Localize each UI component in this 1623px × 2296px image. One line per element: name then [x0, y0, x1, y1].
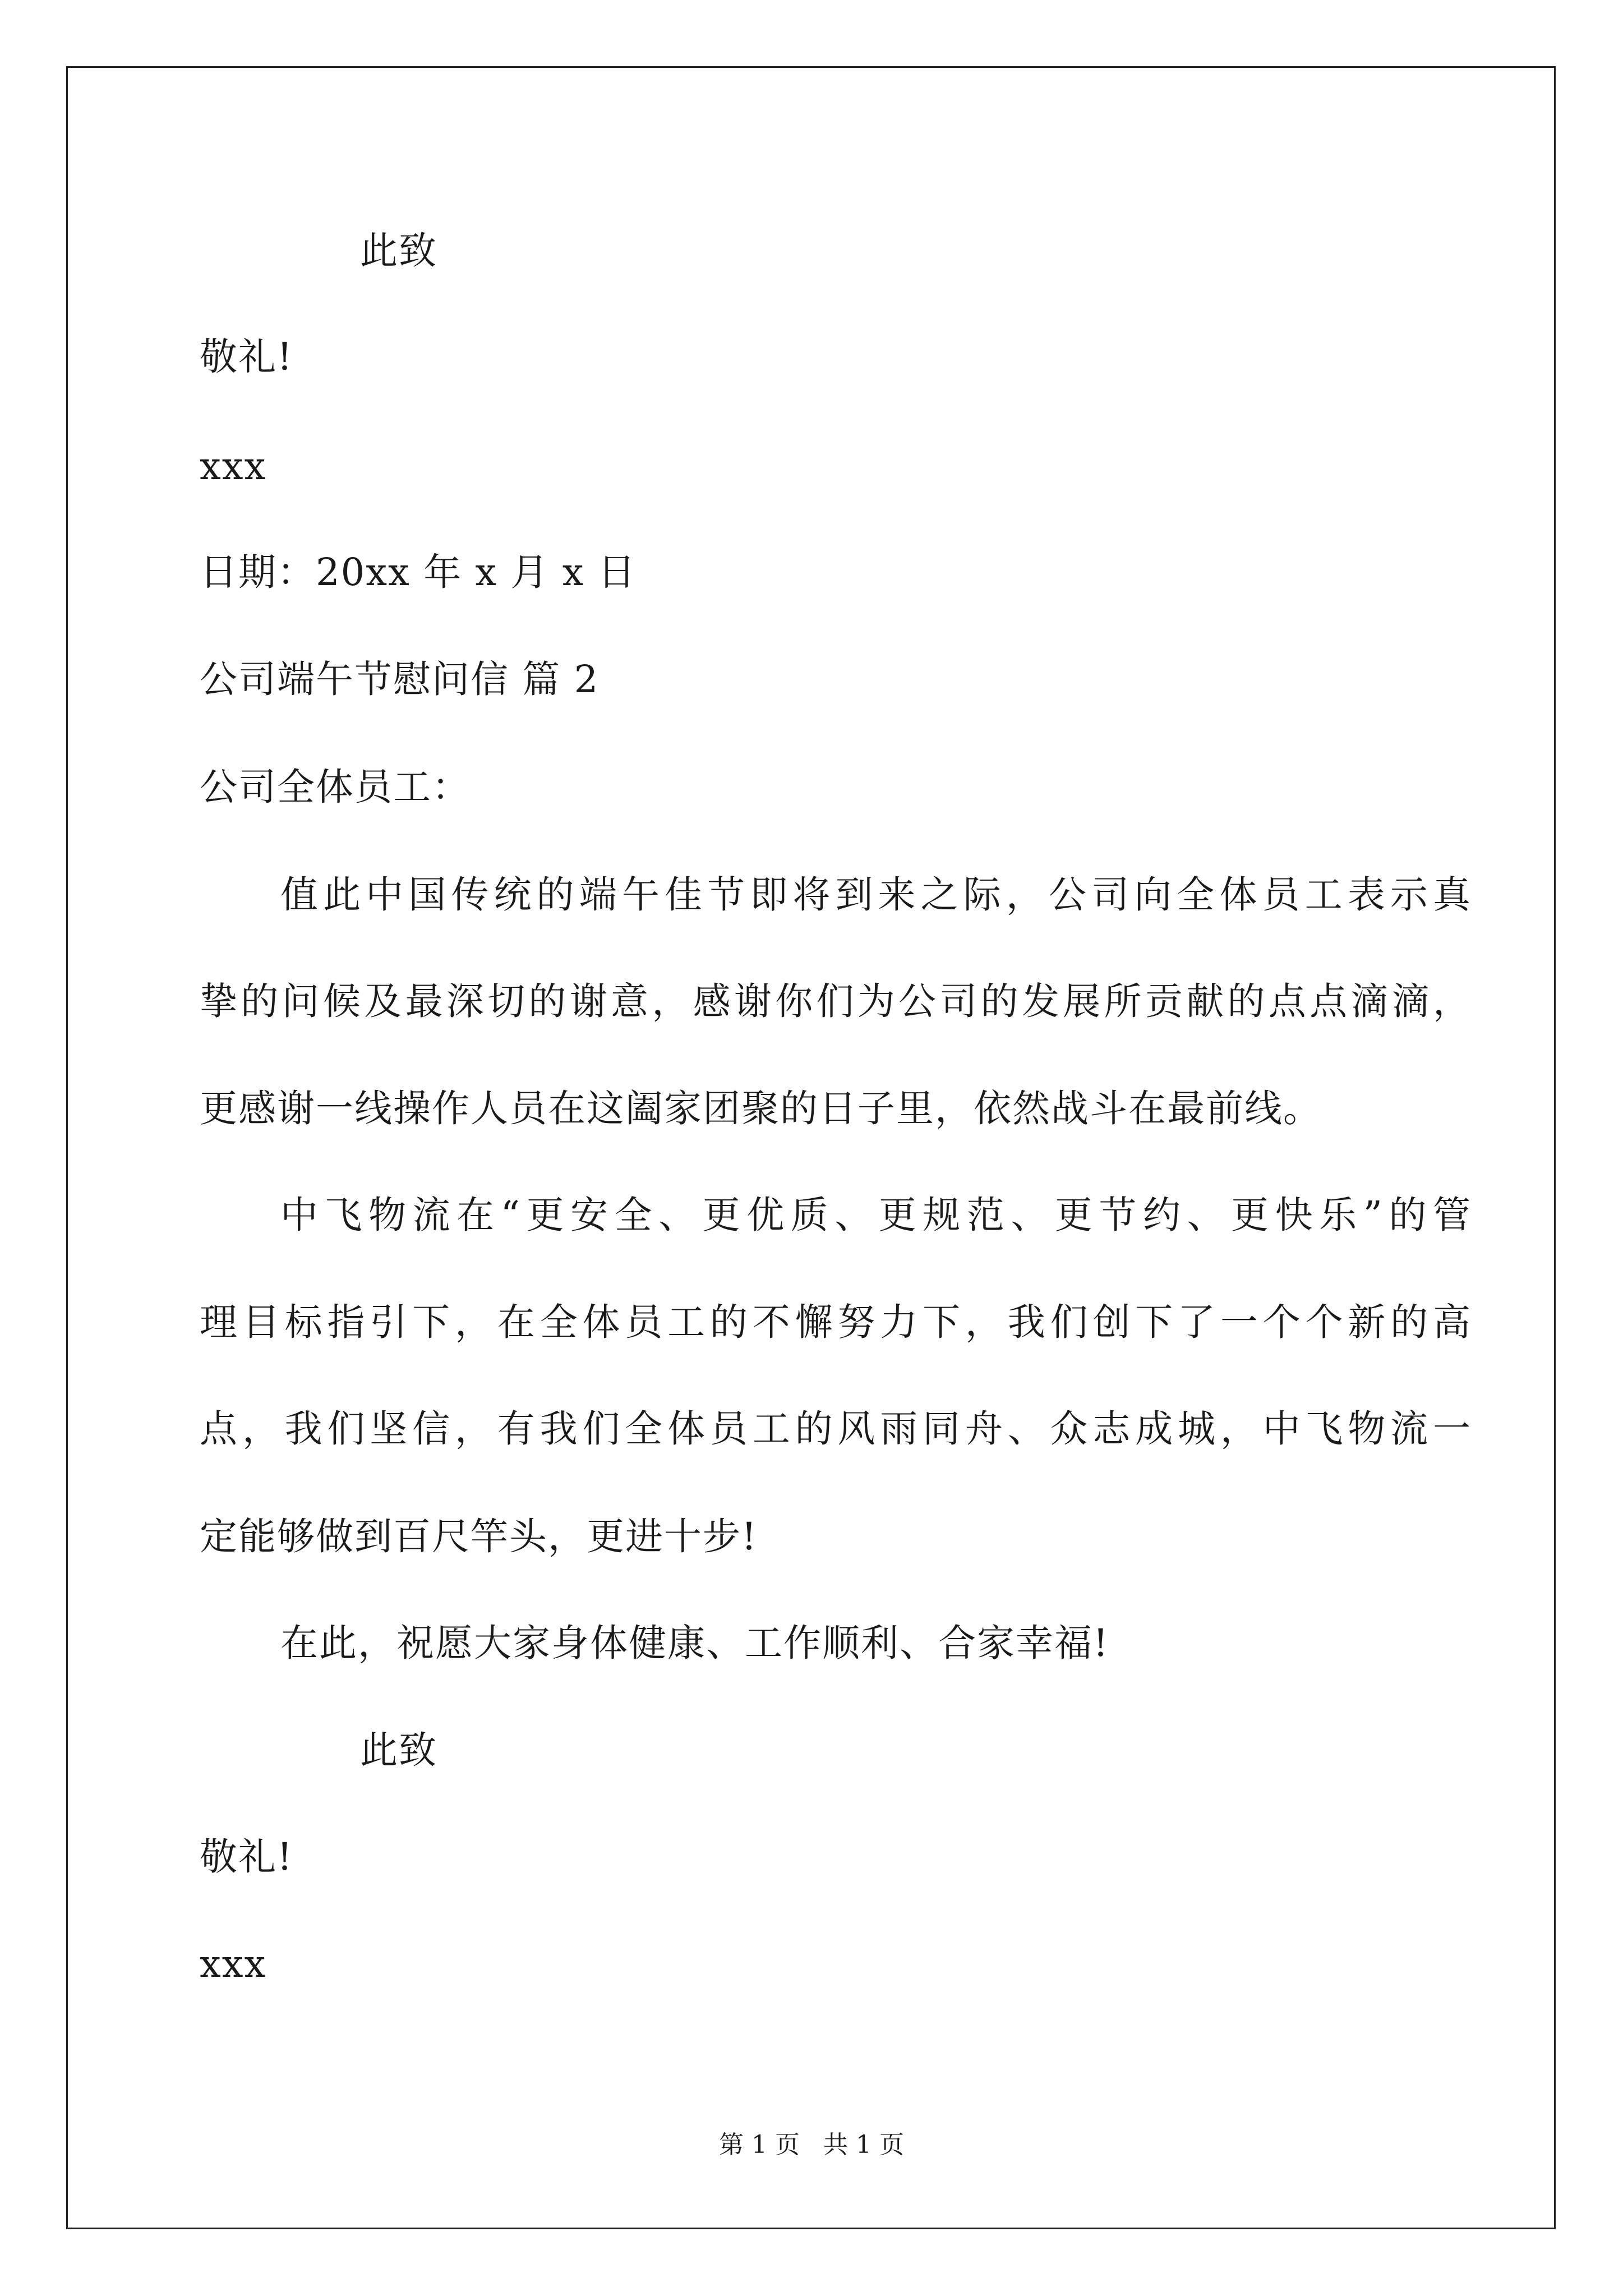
closing-salutation: 此致 [360, 229, 437, 273]
regards-line-2: 敬礼! [200, 1835, 293, 1879]
paragraph-1-line-1: 值此中国传统的端午佳节即将到来之际，公司向全体员工表示真 [280, 873, 1470, 917]
paragraph-2-line-3: 点，我们坚信，有我们全体员工的风雨同舟、众志成城，中飞物流一 [200, 1407, 1470, 1451]
greeting-line: 公司全体员工： [200, 765, 471, 809]
paragraph-2-line-1: 中飞物流在“更安全、更优质、更规范、更节约、更快乐”的管 [280, 1193, 1470, 1237]
page-footer: 第 1 页 共 1 页 [719, 2131, 904, 2159]
page-border [66, 66, 1556, 2229]
paragraph-2-line-4: 定能够做到百尺竿头，更进十步! [200, 1515, 758, 1558]
paragraph-2-line-2: 理目标指引下，在全体员工的不懈努力下，我们创下了一个个新的高 [200, 1300, 1470, 1344]
paragraph-1-line-2: 挚的问候及最深切的谢意，感谢你们为公司的发展所贡献的点点滴滴， [200, 979, 1470, 1023]
paragraph-3-line-1: 在此，祝愿大家身体健康、工作顺利、合家幸福! [280, 1621, 1109, 1665]
section-title: 公司端午节慰问信 篇 2 [200, 657, 600, 701]
closing-salutation-2: 此致 [360, 1728, 437, 1772]
signature-line-2: xxx [200, 1942, 267, 1986]
paragraph-1-line-3: 更感谢一线操作人员在这阖家团聚的日子里，依然战斗在最前线。 [200, 1087, 1322, 1130]
signature-line: xxx [200, 444, 267, 488]
regards-line: 敬礼! [200, 335, 293, 379]
date-line: 日期：20xx 年 x 月 x 日 [200, 550, 637, 594]
